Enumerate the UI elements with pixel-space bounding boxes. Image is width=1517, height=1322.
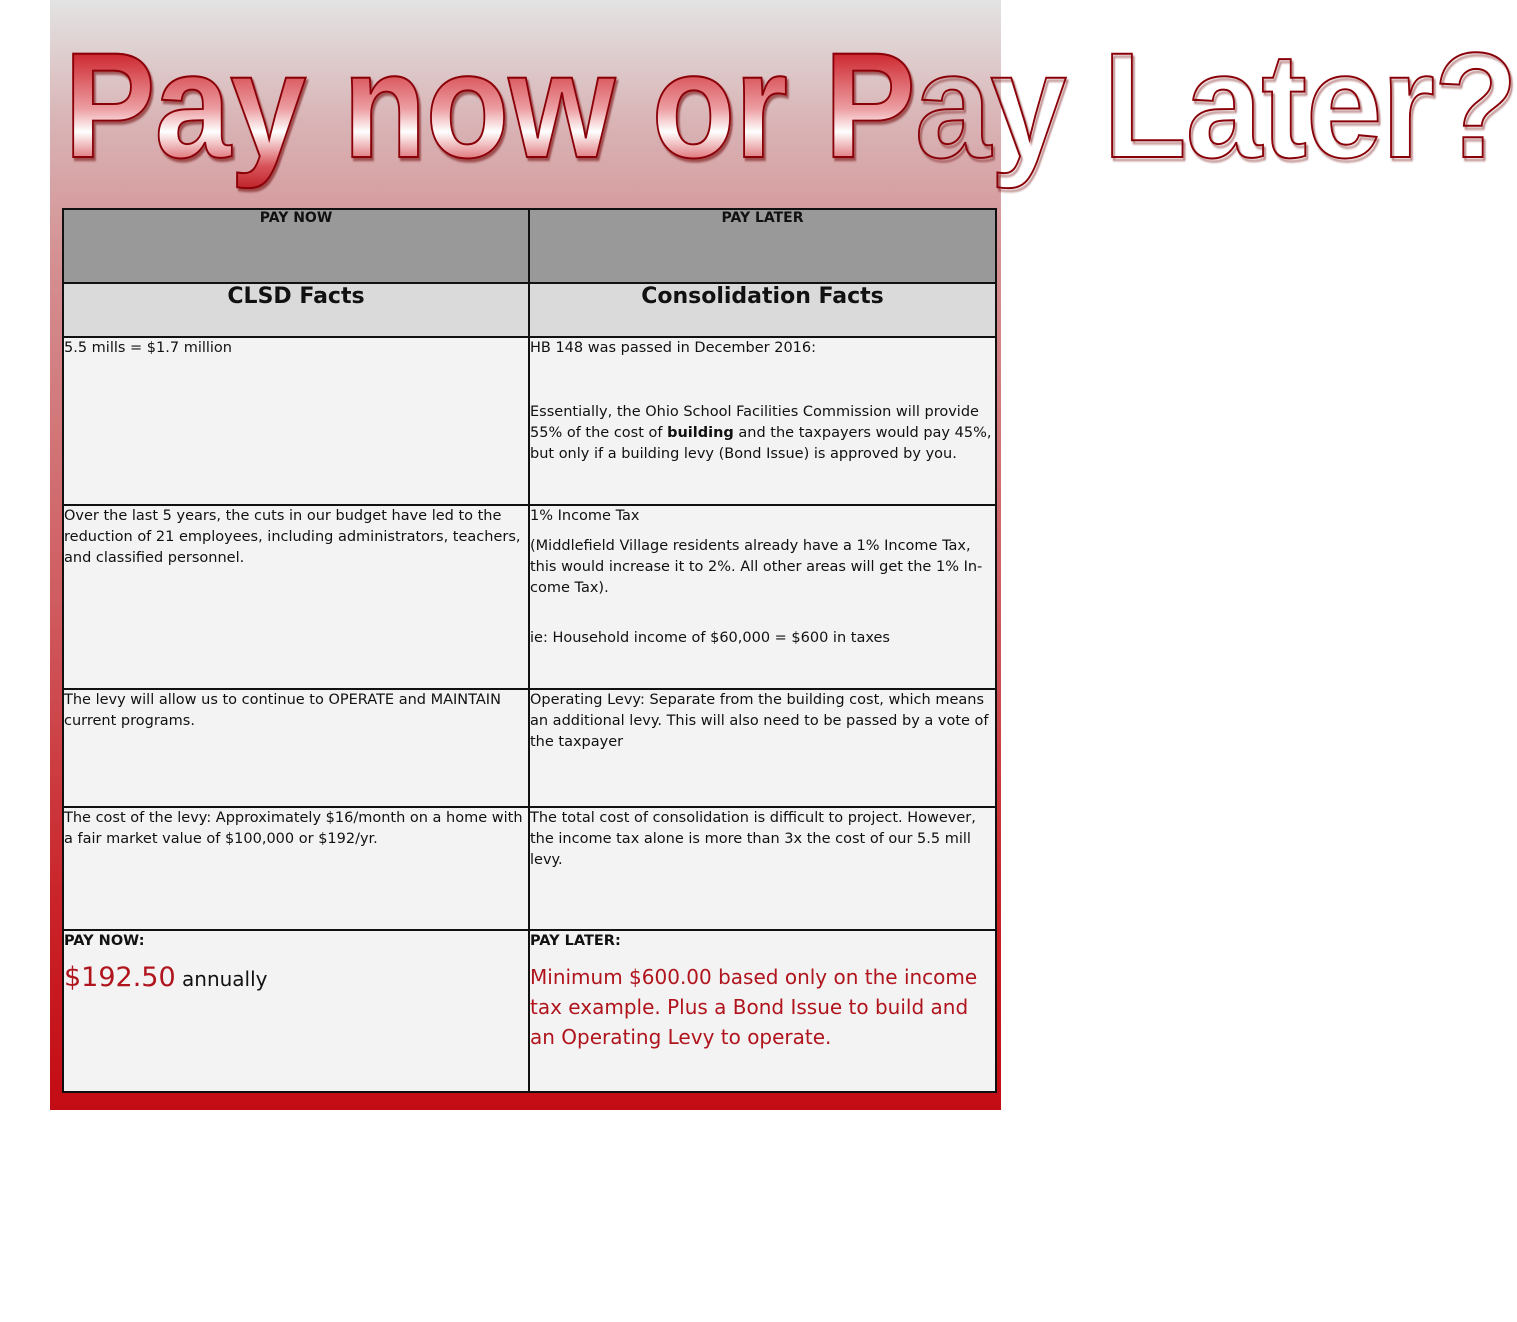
cell-text: Over the last 5 years, the cuts in our budget have led to the reduction of 21 employees, including administrators, teachers, and classified personnel. [64,508,521,566]
income-tax-title: 1% Income Tax [530,508,640,524]
pay-now-label: PAY NOW: [64,933,145,949]
comparison-table [62,208,997,1093]
cell-pay-later-summary [529,930,996,1092]
income-tax-note: (Middlefield Village residents already have a 1% Income Tax, this would increase it to 2%. All other areas will get the 1% In-come Tax). [530,538,983,596]
cell-text: The total cost of consolidation is difficult to project. However, the income tax alone is more than 3x the cost of our 5.5 mill levy. [530,810,976,868]
pay-later-text: Minimum $600.00 based only on the income tax example. Plus a Bond Issue to build and an Operating Levy to operate. [530,965,978,1049]
pay-later-label: PAY LATER: [530,933,621,949]
table-row [63,689,996,807]
hb148-intro: HB 148 was passed in December 2016: [530,340,816,356]
cell-income-tax [529,505,996,689]
hb148-explanation [530,402,995,465]
hb148-bold-word: building [667,425,734,441]
cell-budget-cuts [63,505,529,689]
header-pay-now: PAY NOW [63,209,529,283]
hb148-text-after: and the taxpayers would pay 45%, but only if a building levy (Bond Issue) is approved by you. [530,425,992,462]
pay-now-price: $192.50 [64,962,176,993]
cell-text: The cost of the levy: Approximately $16/month on a home with a fair market value of $100,000 or $192/yr. [64,810,523,847]
cell-text: 5.5 mills = $1.7 million [64,340,232,356]
cell-text: Operating Levy: Separate from the building cost, which means an additional levy. This will also need to be passed by a vote of the taxpayer [530,692,989,750]
hb148-text-before: Essentially, the Ohio School Facilities Commission will provide 55% of the cost of [530,404,979,441]
cell-hb148-fact [529,337,996,505]
income-tax-example: ie: Household income of $60,000 = $600 in taxes [530,630,890,646]
table-summary-row [63,930,996,1092]
subheader-clsd-facts: CLSD Facts [63,283,529,337]
cell-levy-operate [63,689,529,807]
cell-text: The levy will allow us to continue to OPERATE and MAINTAIN current programs. [64,692,501,729]
cell-pay-now-summary [63,930,529,1092]
cell-operating-levy [529,689,996,807]
cell-levy-cost [63,807,529,930]
header-pay-later: PAY LATER [529,209,996,283]
table-row [63,505,996,689]
table-header-row [63,209,996,283]
table-row [63,807,996,930]
cell-consolidation-cost [529,807,996,930]
cell-mills-fact [63,337,529,505]
table-row [63,337,996,505]
pay-now-suffix: annually [175,967,268,991]
pay-now-amount-line [64,961,528,995]
table-subheader-row [63,283,996,337]
subheader-consolidation-facts: Consolidation Facts [529,283,996,337]
flyer-headline: Pay now or Pay Later? [64,10,915,200]
